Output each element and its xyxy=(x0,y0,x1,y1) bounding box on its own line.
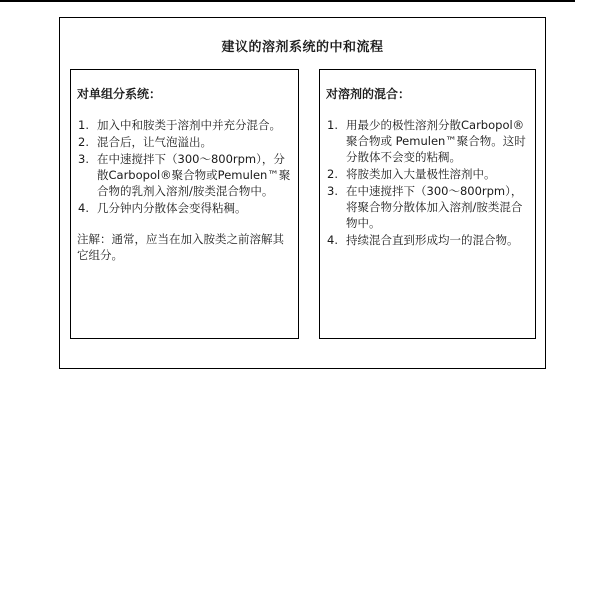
step-item xyxy=(326,117,529,165)
step-text: 混合后，让气泡溢出。 xyxy=(97,135,212,149)
step-item xyxy=(77,134,292,150)
step-item xyxy=(77,200,292,216)
top-border-line xyxy=(0,0,575,2)
solvent-mix-panel xyxy=(319,69,536,339)
step-number: 1. xyxy=(78,118,89,132)
step-text: 在中速搅拌下（300～800rpm），将聚合物分散体加入溶剂/胺类混合物中。 xyxy=(346,184,523,230)
step-item xyxy=(326,183,529,231)
solvent-mix-steps xyxy=(326,117,529,248)
step-number: 3. xyxy=(78,152,89,166)
step-number: 3. xyxy=(327,184,338,198)
step-item xyxy=(77,151,292,199)
step-text: 将胺类加入大量极性溶剂中。 xyxy=(346,167,496,181)
step-text: 在中速搅拌下（300～800rpm），分散Carbopol®聚合物或Pemulen™聚合物的乳剂入溶剂/胺类混合物中。 xyxy=(97,152,291,198)
page-title: 建议的溶剂系统的中和流程 xyxy=(221,40,384,55)
step-number: 2. xyxy=(78,135,89,149)
single-component-panel xyxy=(70,69,299,339)
single-component-heading: 对单组分系统： xyxy=(77,87,162,101)
step-number: 4. xyxy=(327,233,338,247)
step-number: 4. xyxy=(78,201,89,215)
step-number: 2. xyxy=(327,167,338,181)
step-text: 几分钟内分散体会变得粘稠。 xyxy=(97,201,247,215)
step-item xyxy=(326,232,529,248)
step-text: 持续混合直到形成均一的混合物。 xyxy=(346,233,519,247)
step-item xyxy=(77,117,292,133)
procedure-frame xyxy=(59,17,546,369)
note-text: 注解：通常，应当在加入胺类之前溶解其它组分。 xyxy=(77,232,284,262)
step-text: 加入中和胺类于溶剂中并充分混合。 xyxy=(97,118,281,132)
solvent-mix-heading: 对溶剂的混合： xyxy=(326,87,411,101)
step-number: 1. xyxy=(327,118,338,132)
step-item xyxy=(326,166,529,182)
single-component-steps xyxy=(77,117,292,216)
step-text: 用最少的极性溶剂分散Carbopol®聚合物或 Pemulen™聚合物。这时分散体不会变的粘稠。 xyxy=(346,118,526,164)
